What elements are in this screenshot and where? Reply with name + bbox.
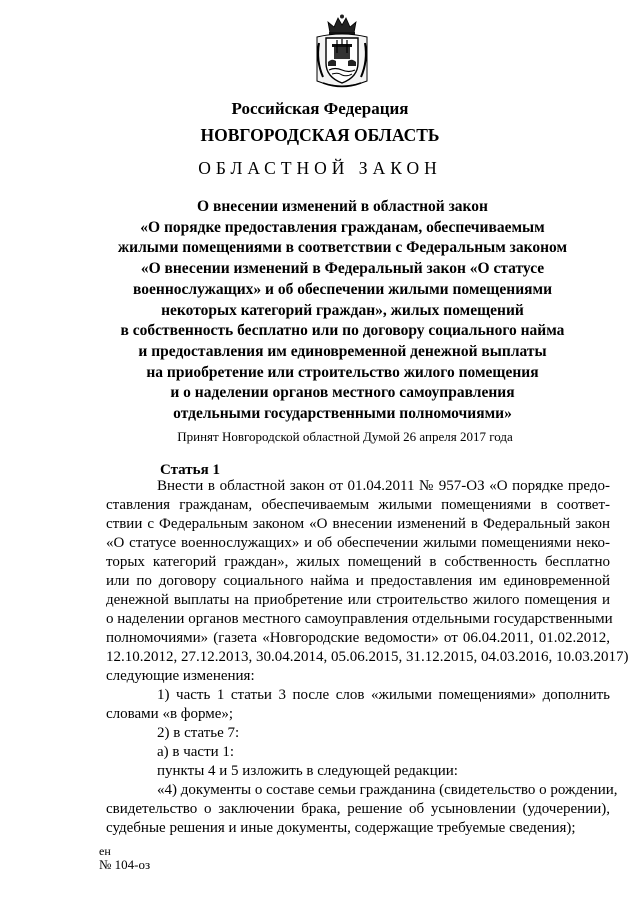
article-line: торых категорий граждан», жилых помещений в собственность бесплатно — [106, 554, 610, 570]
article-heading: Статья 1 — [160, 462, 220, 478]
document-type: ОБЛАСТНОЙ ЗАКОН — [198, 158, 442, 178]
article-line: 12.10.2012, 27.12.2013, 30.04.2014, 05.06.2015, 31.12.2015, 04.03.2016, 10.03.2017) — [106, 649, 629, 665]
title-line: «О порядке предоставления гражданам, обеспечиваемым — [140, 218, 545, 236]
article-line: денежной выплаты на приобретение или строительство жилого помещения и — [106, 592, 610, 608]
title-line: и предоставления им единовременной денежной выплаты — [138, 342, 547, 360]
coat-of-arms-icon — [313, 13, 371, 90]
article-line: словами «в форме»; — [106, 706, 234, 722]
article-line: пункты 4 и 5 изложить в следующей редакции: — [157, 763, 458, 779]
title-line: в собственность бесплатно или по договору социального найма — [120, 322, 565, 340]
region-name: НОВГОРОДСКАЯ ОБЛАСТЬ — [200, 125, 440, 145]
article-line: 2) в статье 7: — [157, 725, 240, 741]
article-line: «4) документы о составе семьи гражданина (свидетельство о рождении, — [157, 782, 618, 798]
article-line: полномочиями» (газета «Новгородские ведомости» от 06.04.2011, 01.02.2012, — [106, 630, 610, 646]
footer-code: ен — [99, 844, 111, 858]
title-line: «О внесении изменений в Федеральный закон «О статусе — [140, 260, 545, 278]
title-line: жилыми помещениями в соответствии с Федеральным законом — [117, 239, 568, 257]
article-line: а) в части 1: — [157, 744, 235, 760]
article-line: следующие изменения: — [106, 668, 255, 684]
article-line: судебные решения и иные документы, содержащие требуемые сведения); — [106, 820, 576, 836]
title-line: военнослужащих» и об обеспечении жилыми помещениями — [133, 280, 552, 298]
article-body — [106, 477, 629, 838]
law-title — [80, 197, 605, 425]
article-line: «О статусе военнослужащих» и об обеспечении жилыми помещениями неко- — [106, 535, 610, 551]
article-line: ставления гражданам, обеспечиваемым жилыми помещениями в соответ- — [106, 497, 610, 513]
article-line: Внести в областной закон от 01.04.2011 № 957-ОЗ «О порядке предо- — [157, 478, 610, 494]
article-line: или по договору социального найма и предоставления им единовременной — [106, 573, 610, 589]
article-line: ствии с Федеральным законом «О внесении изменений в Федеральный закон — [106, 516, 610, 532]
title-line: и о наделении органов местного самоуправления — [170, 384, 515, 402]
article-line: о наделении органов местного самоуправления отдельными государственными — [106, 611, 613, 627]
title-line: отдельными государственными полномочиями» — [173, 405, 512, 423]
title-line: на приобретение или строительство жилого помещения — [146, 363, 539, 381]
law-number: № 104-оз — [99, 857, 151, 872]
adoption-note: Принят Новгородской областной Думой 26 апреля 2017 года — [177, 429, 513, 444]
country-name: Российская Федерация — [231, 99, 409, 118]
footer-registration — [99, 845, 150, 872]
title-line: О внесении изменений в областной закон — [197, 198, 488, 215]
article-line: 1) часть 1 статьи 3 после слов «жилыми помещениями» дополнить — [157, 687, 610, 703]
title-line: некоторых категорий граждан», жилых помещений — [161, 301, 524, 319]
article-line: свидетельство о заключении брака, решение об усыновлении (удочерении), — [106, 801, 610, 817]
